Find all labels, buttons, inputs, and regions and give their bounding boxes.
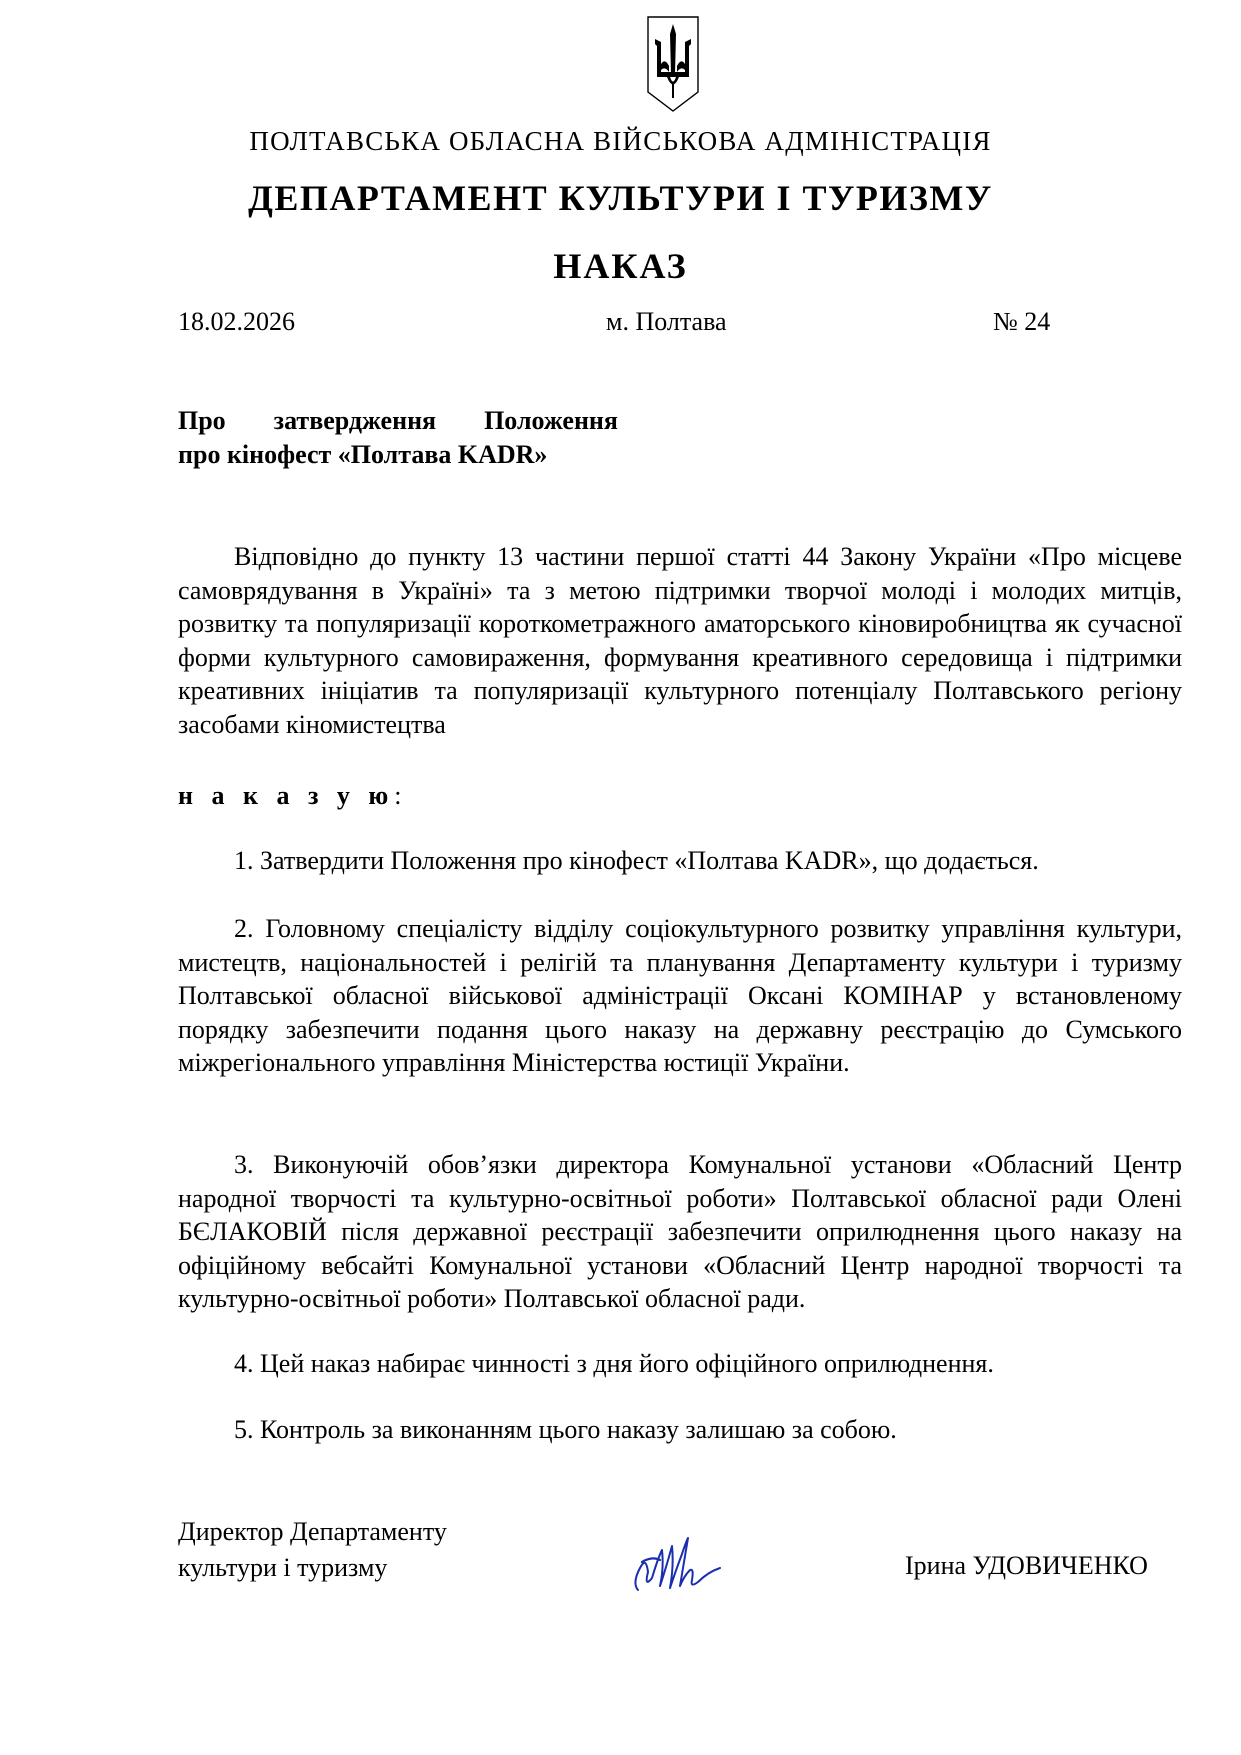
order-word: н а к а з у ю [178, 781, 395, 810]
handwritten-signature-icon [628, 1528, 738, 1598]
preamble-paragraph: Відповідно до пункту 13 частини першої статті 44 Закону України «Про місцеве самоврядування в Україні» та з метою підтримки творчої молоді і молодих митців, розвитку та популяризації короткометражного аматорського кіновиробництва як сучасної форми культурного самовираження, формування креативного середовища і підтримки креативних ініціатив та популяризації культурного потенціалу Полтавського регіону засобами кіномистецтва [178, 542, 1182, 739]
order-subject [178, 404, 618, 472]
order-directive [178, 780, 402, 812]
order-place: м. Полтава [606, 307, 727, 336]
order-item-2: 2. Головному спеціалісту відділу соціокультурного розвитку управління культури, мистецтв, національностей і релігій та планування Департаменту культури і туризму Полтавської обласної військової адміністрації Оксані КОМІНАР у встановленому порядку забезпечити подання цього наказу на державну реєстрацію до Сумського міжрегіонального управління Міністерства юстиції України. [178, 914, 1182, 1078]
order-item-4: 4. Цей наказ набирає чинності з дня його офіційного оприлюднення. [234, 1349, 994, 1378]
subject-line-1 [178, 404, 618, 438]
order-item-3: 3. Виконуючій обов’язки директора Комунальної установи «Обласний Центр народної творчості та культурно-освітньої роботи» Полтавської обласної ради Олені БЄЛАКОВІЙ після державної реєстрації забезпечити оприлюднення цього наказу на офіційному вебсайті Комунальної установи «Обласний Центр народної творчості та культурно-освітньої роботи» Полтавської обласної ради. [178, 1150, 1182, 1314]
organization-name: ПОЛТАВСЬКА ОБЛАСНА ВІЙСЬКОВА АДМІНІСТРАЦІЯ [249, 126, 992, 156]
order-item-5: 5. Контроль за виконанням цього наказу залишаю за собою. [234, 1415, 897, 1444]
signatory-title [178, 1514, 447, 1586]
order-date: 18.02.2026 [178, 307, 295, 336]
signatory-title-line-2: культури і туризму [178, 1553, 388, 1582]
signatory-title-line-1: Директор Департаменту [178, 1517, 447, 1546]
order-number: № 24 [993, 307, 1051, 336]
document-type-heading: НАКАЗ [553, 246, 688, 286]
department-name: ДЕПАРТАМЕНТ КУЛЬТУРИ І ТУРИЗМУ [248, 178, 993, 218]
order-colon: : [394, 781, 402, 810]
order-item-1: 1. Затвердити Положення про кінофест «Полтава KADR», що додається. [234, 846, 1039, 875]
subject-word: затвердження [273, 406, 437, 435]
trident-coat-of-arms-icon [645, 14, 701, 114]
subject-line-2: про кінофест «Полтава KADR» [178, 440, 548, 469]
subject-word: Положення [484, 406, 618, 435]
subject-word: Про [178, 406, 226, 435]
signatory-name: Ірина УДОВИЧЕНКО [905, 1551, 1148, 1580]
